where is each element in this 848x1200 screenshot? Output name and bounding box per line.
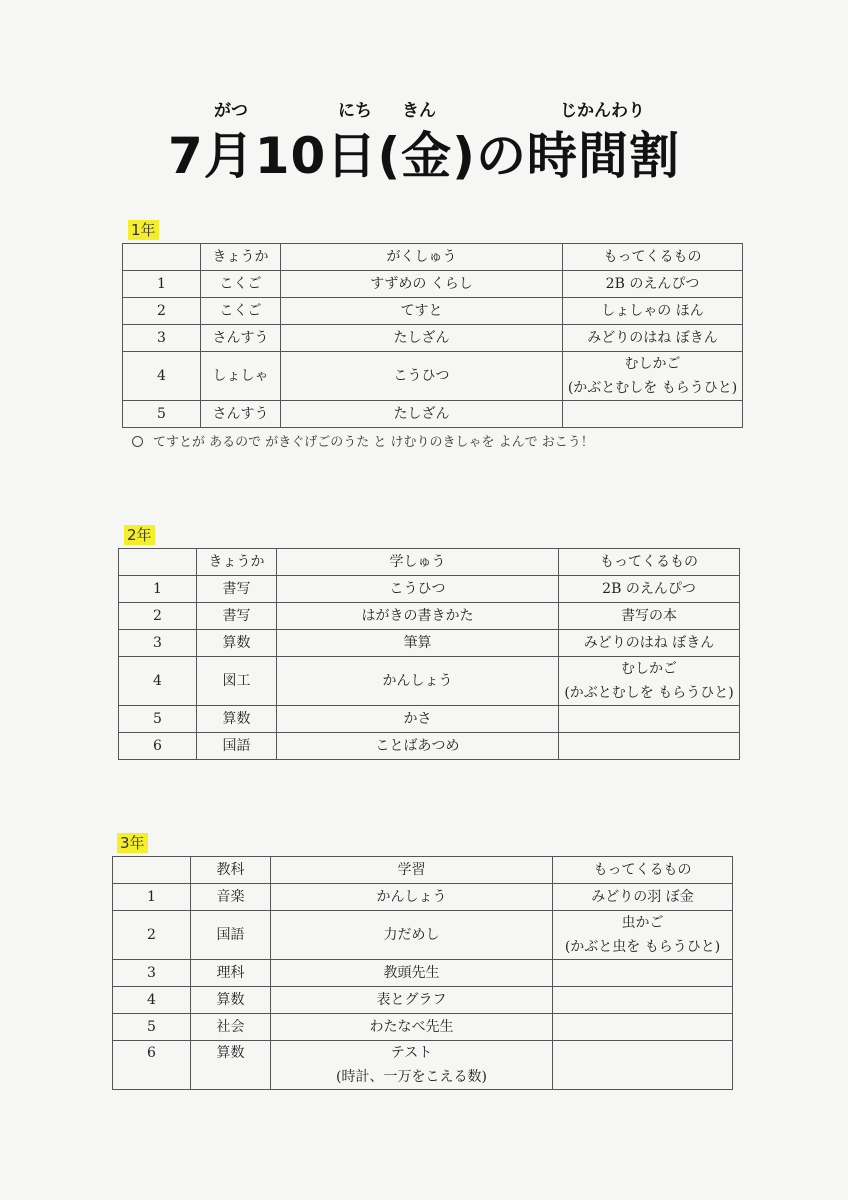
study-cell: たしざん — [281, 401, 563, 428]
period-number: 5 — [119, 706, 197, 733]
study-cell: たしざん — [281, 325, 563, 352]
grade1-label: 1年 — [128, 220, 159, 240]
header-number — [119, 549, 197, 576]
subject-cell: 理科 — [191, 960, 271, 987]
period-number: 2 — [123, 298, 201, 325]
grade2-label: 2年 — [124, 525, 155, 545]
table-row — [119, 733, 740, 760]
table-row — [113, 911, 733, 960]
subject-cell: こくご — [201, 298, 281, 325]
subject-cell: 国語 — [191, 911, 271, 960]
table-row — [123, 298, 743, 325]
title-ruby-gatsu: がつ — [214, 101, 248, 121]
study-line-2: (時計、一万をこえる数) — [336, 1069, 487, 1085]
header-subject: 教科 — [191, 857, 271, 884]
subject-cell: 算数 — [197, 706, 277, 733]
subject-cell: 国語 — [197, 733, 277, 760]
table-row — [119, 576, 740, 603]
grade1-table — [122, 243, 743, 428]
table-row — [113, 987, 733, 1014]
header-bring: もってくるもの — [563, 244, 743, 271]
bring-cell: 2B のえんぴつ — [559, 576, 740, 603]
subject-cell: 算数 — [191, 987, 271, 1014]
study-cell: わたなべ先生 — [271, 1014, 553, 1041]
study-cell: 教頭先生 — [271, 960, 553, 987]
study-cell — [271, 1041, 553, 1090]
table-row — [123, 352, 743, 401]
bring-cell: しょしゃの ほん — [563, 298, 743, 325]
header-study: 学しゅう — [277, 549, 559, 576]
bring-cell — [553, 1041, 733, 1090]
study-cell: 表とグラフ — [271, 987, 553, 1014]
study-cell: こうひつ — [277, 576, 559, 603]
bring-cell — [559, 657, 740, 706]
table-header-row — [123, 244, 743, 271]
bring-line-1: 虫かご — [621, 915, 664, 931]
subject-cell: こくご — [201, 271, 281, 298]
header-subject: きょうか — [197, 549, 277, 576]
period-number: 5 — [123, 401, 201, 428]
study-cell: こうひつ — [281, 352, 563, 401]
period-number: 5 — [113, 1014, 191, 1041]
period-number: 3 — [123, 325, 201, 352]
study-cell: ことばあつめ — [277, 733, 559, 760]
grade3-table — [112, 856, 733, 1090]
subject-cell: 算数 — [191, 1041, 271, 1090]
title-area — [0, 96, 848, 196]
header-number — [113, 857, 191, 884]
table-row — [119, 657, 740, 706]
table-row — [119, 630, 740, 657]
header-bring: もってくるもの — [559, 549, 740, 576]
bring-line-1: むしかご — [621, 661, 677, 677]
subject-cell: 書写 — [197, 603, 277, 630]
subject-cell: 社会 — [191, 1014, 271, 1041]
subject-cell: 書写 — [197, 576, 277, 603]
grade1-note — [132, 431, 594, 450]
bring-cell — [553, 1014, 733, 1041]
table-row — [113, 1014, 733, 1041]
subject-cell: 図工 — [197, 657, 277, 706]
study-cell: はがきの書きかた — [277, 603, 559, 630]
bring-cell: 書写の本 — [559, 603, 740, 630]
bring-cell — [553, 987, 733, 1014]
period-number: 6 — [113, 1041, 191, 1090]
page-title: 7月10日(金)の時間割 — [167, 127, 681, 185]
table-row — [119, 603, 740, 630]
study-cell: すずめの くらし — [281, 271, 563, 298]
header-study: がくしゅう — [281, 244, 563, 271]
bring-cell: みどりの羽 ぼ金 — [553, 884, 733, 911]
header-subject: きょうか — [201, 244, 281, 271]
period-number: 4 — [113, 987, 191, 1014]
period-number: 2 — [119, 603, 197, 630]
study-cell: かんしょう — [271, 884, 553, 911]
grade1-note-text: てすとが あるので がきぐげごのうた と けむりのきしゃを よんで おこう！ — [153, 435, 594, 450]
period-number: 1 — [113, 884, 191, 911]
bring-cell: みどりのはね ぼきん — [563, 325, 743, 352]
bring-line-2: (かぶとむしを もらうひと) — [564, 685, 734, 701]
subject-cell: 音楽 — [191, 884, 271, 911]
subject-cell: さんすう — [201, 401, 281, 428]
bring-line-2: (かぶとむしを もらうひと) — [567, 380, 738, 396]
bring-cell — [553, 911, 733, 960]
bring-cell — [553, 960, 733, 987]
bring-cell: 2B のえんぴつ — [563, 271, 743, 298]
circle-bullet-icon — [132, 436, 143, 447]
period-number: 1 — [123, 271, 201, 298]
table-header-row — [119, 549, 740, 576]
header-bring: もってくるもの — [553, 857, 733, 884]
title-ruby-kin: きん — [402, 101, 436, 121]
table-row — [123, 271, 743, 298]
period-number: 2 — [113, 911, 191, 960]
grade3-label: 3年 — [117, 833, 148, 853]
subject-cell: 算数 — [197, 630, 277, 657]
bring-line-2: (かぶと虫を もらうひと) — [564, 939, 721, 955]
bring-cell: みどりのはね ぼきん — [559, 630, 740, 657]
period-number: 3 — [113, 960, 191, 987]
bring-cell — [563, 352, 743, 401]
subject-cell: しょしゃ — [201, 352, 281, 401]
table-header-row — [113, 857, 733, 884]
study-cell: かさ — [277, 706, 559, 733]
subject-cell: さんすう — [201, 325, 281, 352]
title-ruby-jikanwari: じかんわり — [560, 101, 645, 121]
table-row — [123, 401, 743, 428]
table-row — [113, 960, 733, 987]
period-number: 4 — [123, 352, 201, 401]
bring-cell — [559, 733, 740, 760]
header-study: 学習 — [271, 857, 553, 884]
table-row — [119, 706, 740, 733]
title-ruby-nichi: にち — [338, 101, 372, 121]
study-cell: てすと — [281, 298, 563, 325]
period-number: 6 — [119, 733, 197, 760]
bring-cell — [559, 706, 740, 733]
period-number: 1 — [119, 576, 197, 603]
study-cell: かんしょう — [277, 657, 559, 706]
study-cell: 力だめし — [271, 911, 553, 960]
table-row — [113, 884, 733, 911]
period-number: 3 — [119, 630, 197, 657]
study-line-1: テスト — [390, 1045, 433, 1061]
bring-cell — [563, 401, 743, 428]
study-cell: 筆算 — [277, 630, 559, 657]
bring-line-1: むしかご — [624, 356, 681, 372]
period-number: 4 — [119, 657, 197, 706]
grade2-table — [118, 548, 740, 760]
header-number — [123, 244, 201, 271]
table-row — [123, 325, 743, 352]
table-row — [113, 1041, 733, 1090]
